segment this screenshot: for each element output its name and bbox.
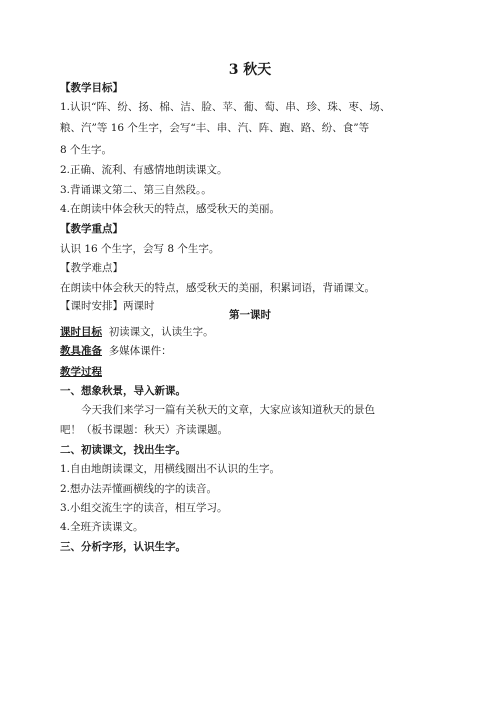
objective-2: 2.正确、流利、有感情地朗读课文。: [60, 164, 228, 176]
lesson-goal-label: 课时目标: [60, 326, 102, 338]
key-points-text: 认识 16 个生字，会写 8 个生字。: [60, 243, 220, 255]
key-points-heading: 【教学重点】: [60, 223, 123, 235]
section-2-item-2: 2.想办法弄懂画横线的字的读音。: [60, 483, 218, 495]
teaching-tools-text: 多媒体课件：: [108, 345, 172, 357]
section-2-item-4: 4.全班齐读课文。: [60, 521, 144, 533]
lesson1-title: 第一课时: [229, 309, 271, 321]
section-2-item-1: 1.自由地朗读课文，用横线圈出不认识的生字。: [60, 463, 281, 475]
lesson-goal-line: [60, 326, 214, 339]
objective-1-line-3: 8 个生字。: [60, 144, 113, 156]
section-1-line-2: 吧！（板书课题：秋天）齐读课题。: [60, 424, 228, 436]
section-1-line-1: 今天我们来学习一篇有关秋天的文章，大家应该知道秋天的景色: [81, 404, 375, 416]
schedule-heading: 【课时安排】: [60, 300, 123, 312]
lesson-goal-text: 初读课文，认读生字。: [108, 326, 214, 338]
objective-1-line-1: 1.认识“阵、纷、扬、棉、洁、脸、苹、葡、萄、串、珍、珠、枣、场、: [60, 101, 391, 113]
difficulties-heading: 【教学难点】: [60, 262, 123, 274]
objective-1-line-2: 粮、汽”等 16 个生字，会写“丰、串、汽、阵、跑、路、纷、食”等: [60, 122, 370, 134]
difficulties-text: 在朗读中体会秋天的特点，感受秋天的美丽，积累词语，背诵课文。: [60, 282, 375, 294]
teaching-process-label: 教学过程: [60, 366, 102, 378]
objective-3: 3.背诵课文第二、第三自然段。。: [60, 184, 212, 196]
section-2-heading: 二、初读课文，找出生字。: [60, 444, 186, 456]
section-1-heading: 一、想象秋景，导入新课。: [60, 385, 186, 397]
objectives-heading: 【教学目标】: [60, 82, 123, 94]
objective-4: 4.在朗读中体会秋天的特点，感受秋天的美丽。: [60, 203, 281, 215]
teaching-tools-label: 教具准备: [60, 345, 102, 357]
teaching-tools-line: [60, 345, 172, 358]
section-2-item-3: 3.小组交流生字的读音，相互学习。: [60, 502, 228, 514]
schedule-value: 两课时: [123, 300, 155, 312]
lesson-title: 3 秋天: [228, 62, 272, 78]
section-3-heading: 三、分析字形，认识生字。: [60, 541, 186, 553]
